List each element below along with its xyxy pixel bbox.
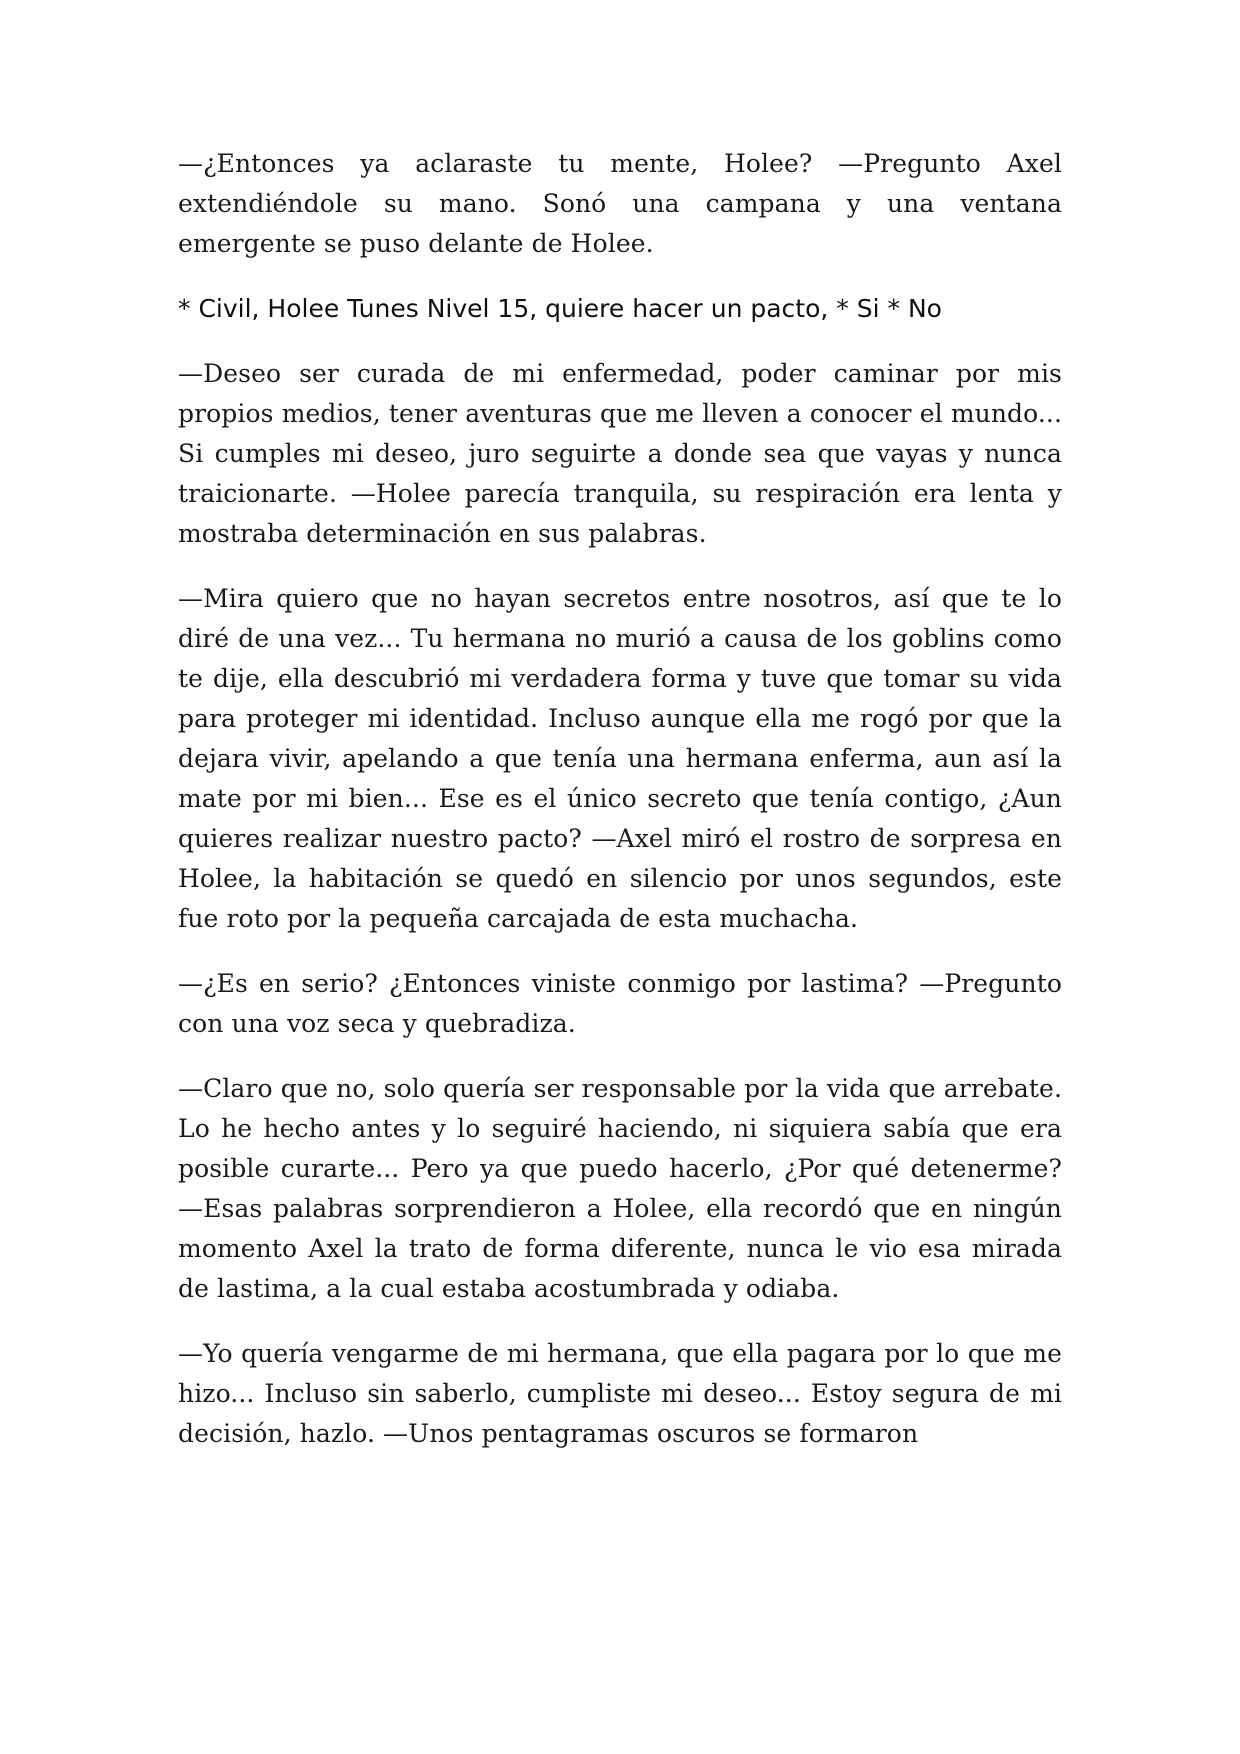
paragraph-2: —Deseo ser curada de mi enfermedad, poder caminar por mis propios medios, tener aventuras que me lleven a conocer el mundo... Si cumples mi deseo, juro seguirte a donde sea que vayas y nunca traicionarte. —Holee parecía tranquila, su respiración era lenta y mostraba determinación en sus palabras. (178, 359, 1062, 548)
paragraph-5: —Claro que no, solo quería ser responsable por la vida que arrebate. Lo he hecho antes y lo seguiré haciendo, ni siquiera sabía que era posible curarte... Pero ya que puedo hacerlo, ¿Por qué detenerme? —Esas palabras sorprendieron a Holee, ella recordó que en ningún momento Axel la trato de forma diferente, nunca le vio esa mirada de lastima, a la cual estaba acostumbrada y odiaba. (178, 1074, 1062, 1303)
paragraph-6: —Yo quería vengarme de mi hermana, que ella pagara por lo que me hizo... Incluso sin saberlo, cumpliste mi deseo... Estoy segura de mi decisión, hazlo. —Unos pentagramas oscuros se formaron (178, 1339, 1062, 1448)
paragraph-4: —¿Es en serio? ¿Entonces viniste conmigo por lastima? —Pregunto con una voz seca y quebradiza. (178, 969, 1062, 1038)
pact-notification: * Civil, Holee Tunes Nivel 15, quiere hacer un pacto, * Si * No (178, 294, 942, 323)
paragraph-1: —¿Entonces ya aclaraste tu mente, Holee? —Pregunto Axel extendiéndole su mano. Sonó una campana y una ventana emergente se puso delante de Holee. (178, 149, 1062, 258)
paragraph-3: —Mira quiero que no hayan secretos entre nosotros, así que te lo diré de una vez... Tu hermana no murió a causa de los goblins como te dije, ella descubrió mi verdadera forma y tuve que tomar su vida para proteger mi identidad. Incluso aunque ella me rogó por que la dejara vivir, apelando a que tenía una hermana enferma, aun así la mate por mi bien... Ese es el único secreto que tenía contigo, ¿Aun quieres realizar nuestro pacto? —Axel miró el rostro de sorpresa en Holee, la habitación se quedó en silencio por unos segundos, este fue roto por la pequeña carcajada de esta muchacha. (178, 584, 1062, 933)
document-page (178, 144, 1062, 1479)
